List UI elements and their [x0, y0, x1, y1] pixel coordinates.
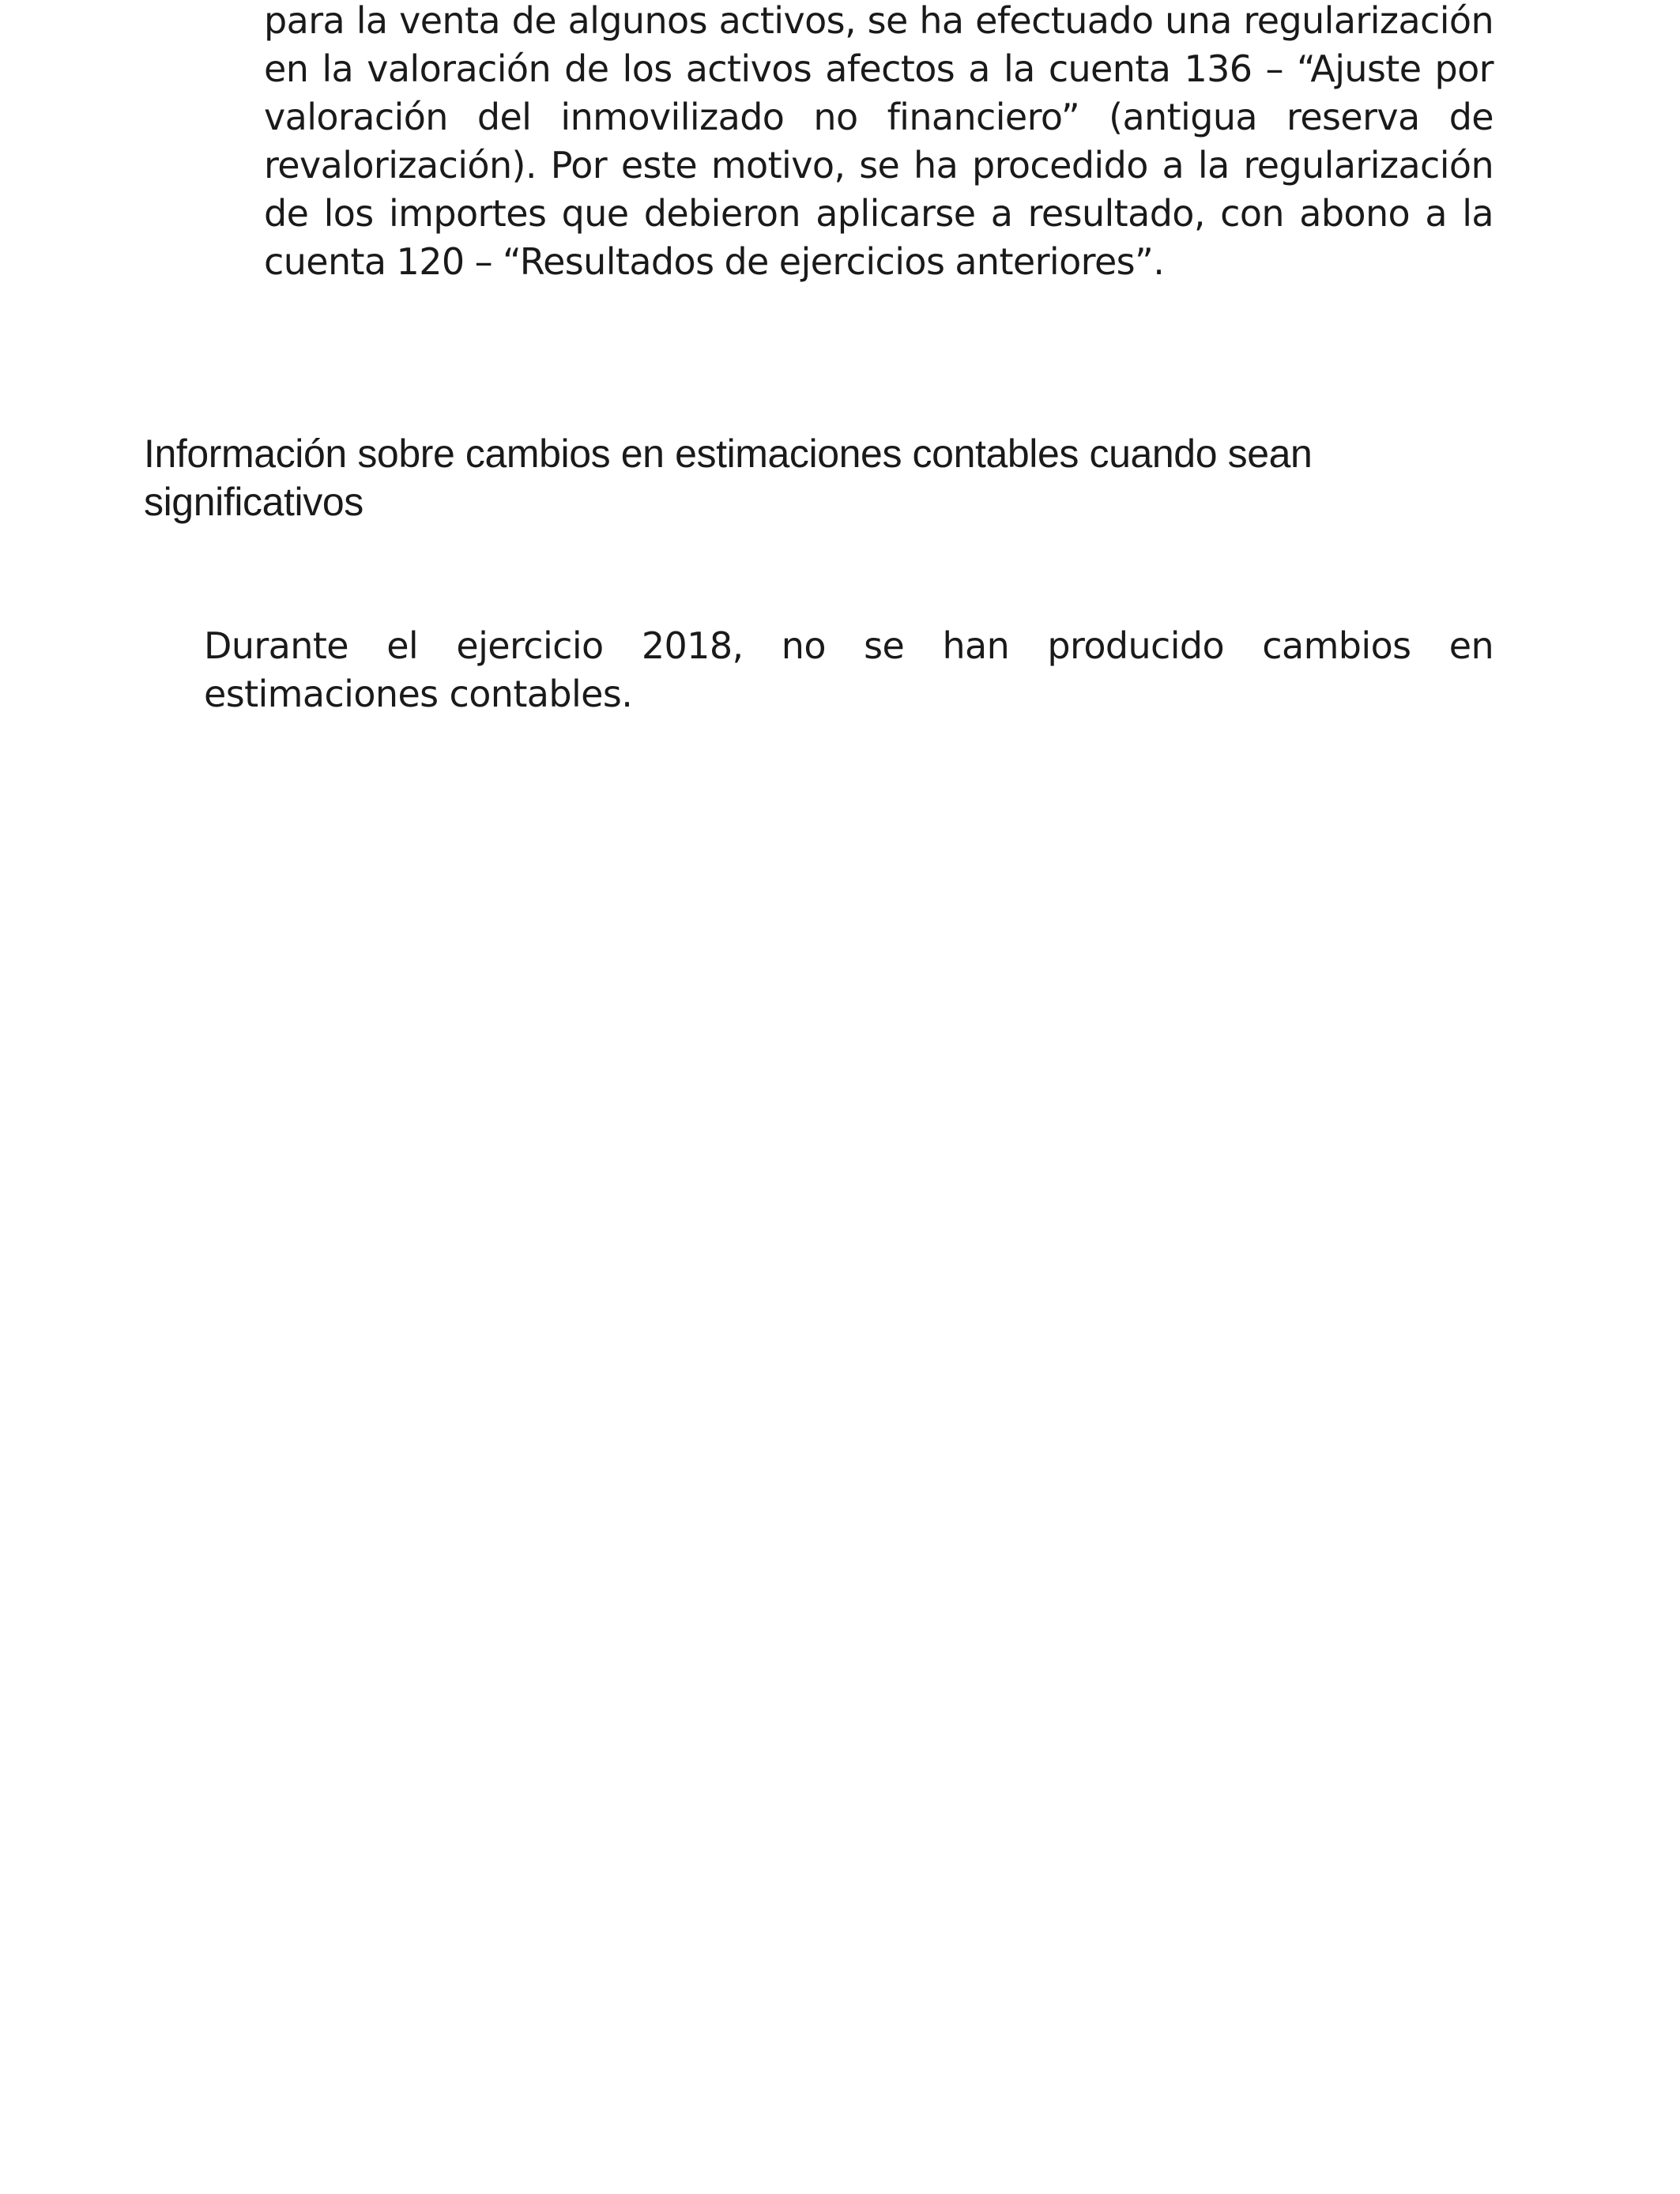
continued-paragraph: para la venta de algunos activos, se ha efectuado una regularización en la valoración de los activos afectos a la cuenta 136 – “Ajuste por valoración del inmovilizado no financiero” (antigua reserva de revalorización). Por este motivo, se ha procedido a la regularización de los importes que debieron aplicarse a resultado, con abono a la cuenta 120 – “Resultados de ejercicios anteriores”.	[264, 0, 1494, 283]
section-heading: Información sobre cambios en estimaciones contables cuando sean significativos	[144, 432, 1313, 524]
section-paragraph: Durante el ejercicio 2018, no se han producido cambios en estimaciones contables.	[204, 624, 1494, 715]
